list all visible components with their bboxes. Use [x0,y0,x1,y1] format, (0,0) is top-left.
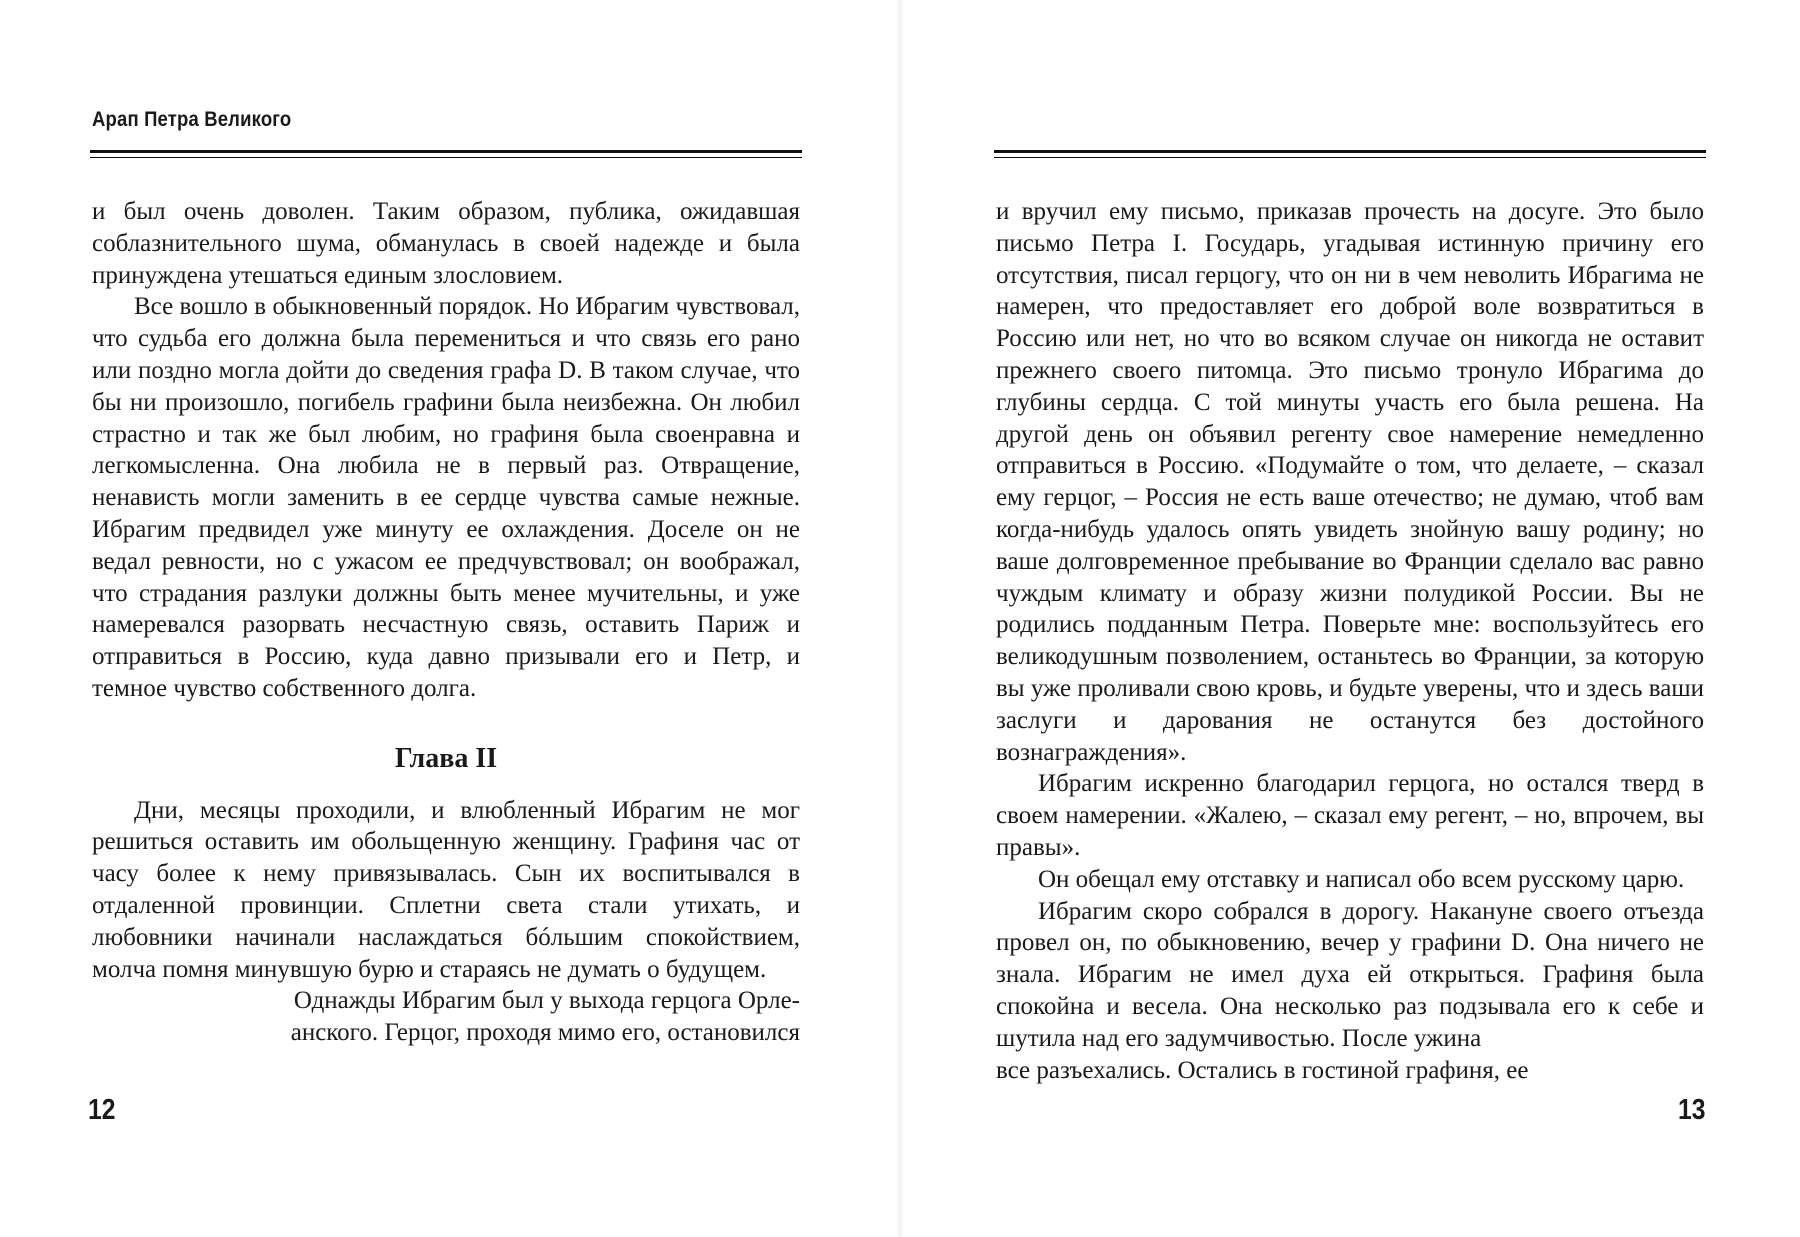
right-page-text [996,196,1704,1086]
paragraph: Ибрагим скоро собрался в дорогу. Накануне своего отъезда провел он, по обыкновению, вечер у графини D. Она ничего не знала. Ибрагим не имел духа ей открыться. Графиня была спокойна и весела. Она несколько раз подзывала его к себе и шутила над его задумчивостью. После ужина [996,897,1704,1052]
left-page-text [92,196,800,1049]
running-head: Арап Петра Великого [92,108,292,131]
paragraph: и вручил ему письмо, приказав прочесть на досуге. Это было письмо Петра I. Государь, угадывая истинную причину его отсутствия, писал герцогу, что он ни в чем неволить Ибрагима не намерен, что предоставляет его доброй воле возвратиться в Россию или нет, но что во всяком случае он никогда не оставит прежнего своего питомца. Это письмо тронуло Ибрагима до глубины сердца. С той минуты участь его была решена. На другой день он объявил регенту свое намерение немедленно отправиться в Россию. «Подумайте о том, что делаете, – сказал ему герцог, – Россия не есть ваше отечество; не думаю, чтоб вам когда-нибудь удалось опять увидеть знойную вашу родину; но ваше долговременное пребывание во Франции сделало вас равно чуждым климату и образу жизни полудикой России. Вы не родились подданным Петра. Поверьте мне: воспользуйтесь его великодушным позволением, останьтесь во Франции, за которую вы уже проливали свою кровь, и будьте уверены, что и здесь ваши заслуги и дарования не останутся без достойного вознаграждения». [996,198,1704,766]
right-page [900,0,1800,1237]
paragraph: Ибрагим искренно благодарил герцога, но остался тверд в своем намерении. «Жалею, – сказал ему регент, – но, впрочем, вы правы». [996,770,1704,861]
header-rule [994,150,1706,158]
chapter-title: Глава II [394,742,498,774]
paragraph: Дни, месяцы проходили, и влюбленный Ибрагим не мог решиться оставить им обольщенную женщину. Графиня час от часу более к нему привязывалась. Сын их воспитывался в отдаленной провинции. Сплетни света стали утихать, и любовники начинали наслаждаться бóльшим спокойствием, молча помня минувшую бурю и стараясь не думать о будущем. [92,796,800,983]
header-rule [90,150,802,158]
paragraph: Все вошло в обыкновенный порядок. Но Ибрагим чувствовал, что судьба его должна была перемениться и что связь его рано или поздно могла дойти до сведения графа D. В таком случае, что бы ни произошло, погибель графини была неизбежна. Он любил страстно и так же был любим, но графиня была своенравна и легкомысленна. Она любила не в первый раз. Отвращение, ненависть могли заменить в ее сердце чувства самые нежные. Ибрагим предвидел уже минуту ее охлаждения. Доселе он не ведал ревности, но с ужасом ее предчувствовал; он воображал, что страдания разлуки должны быть менее мучительны, и уже намеревался разорвать несчастную связь, оставить Париж и отправиться в Россию, куда давно призывали его и Петр, и темное чувство собственного долга. [92,293,800,702]
paragraph-line: все разъехались. Остались в гостиной графиня, ее [996,1056,1529,1084]
paragraph: Он обещал ему отставку и написал обо всем русскому царю. [1038,865,1685,893]
paragraph: и был очень доволен. Таким образом, публика, ожидавшая соблазнительного шума, обманулась в своей надежде и была принуждена утешаться единым злословием. [92,198,800,289]
page-number: 12 [88,1094,116,1126]
paragraph-line: Однажды Ибрагим был у выхода герцога Орле- [293,987,800,1015]
page-number: 13 [1678,1094,1706,1126]
paragraph-line: анского. Герцог, проходя мимо его, остановился [290,1019,800,1047]
